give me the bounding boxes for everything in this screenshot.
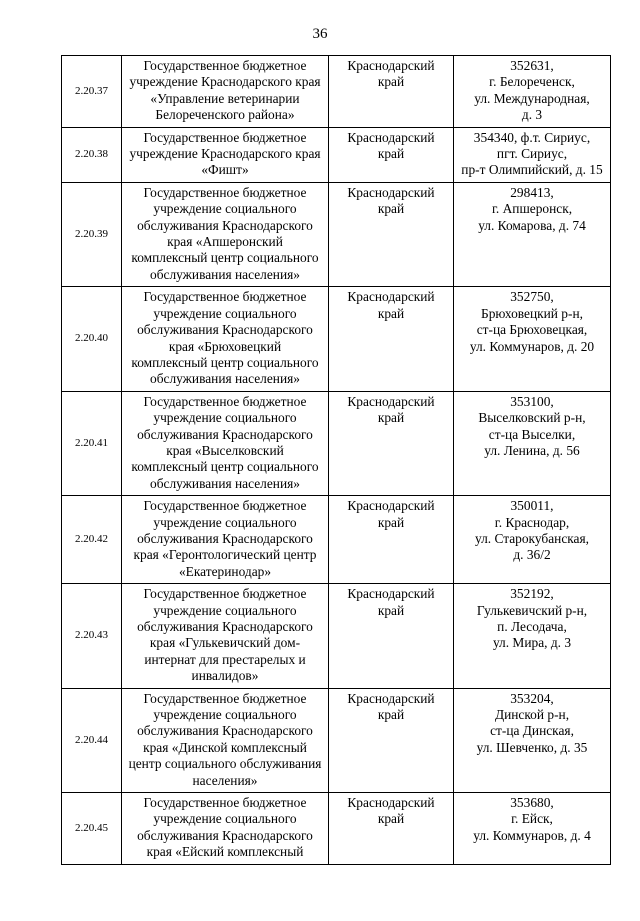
address-line: ст-ца Выселки, bbox=[488, 426, 576, 442]
region-line: Краснодарский bbox=[347, 586, 435, 602]
region bbox=[329, 182, 454, 286]
table-row bbox=[62, 391, 611, 495]
address-line: ул. Коммунаров, д. 20 bbox=[469, 338, 595, 354]
organization-name-line: обслуживания населения» bbox=[150, 371, 300, 387]
address-line: ул. Коммунаров, д. 4 bbox=[473, 827, 591, 843]
address-line: г. Апшеронск, bbox=[491, 201, 573, 217]
organization-name bbox=[122, 56, 329, 128]
table-row bbox=[62, 127, 611, 182]
region-line: край bbox=[377, 201, 405, 217]
organizations-table bbox=[61, 55, 611, 865]
address-line: пр-т Олимпийский, д. 15 bbox=[461, 162, 603, 178]
address-line: д. 3 bbox=[521, 107, 543, 123]
organization-name-line: центр социального обслуживания bbox=[128, 756, 322, 772]
region-line: край bbox=[377, 146, 405, 162]
region bbox=[329, 793, 454, 865]
region-line: край bbox=[377, 305, 405, 321]
address-line: ул. Старокубанская, bbox=[474, 530, 590, 546]
organization-name bbox=[122, 584, 329, 688]
organization-name-line: обслуживания Краснодарского bbox=[137, 827, 313, 843]
address bbox=[454, 287, 611, 391]
organization-name-line: комплексный центр социального bbox=[131, 459, 319, 475]
organization-name-line: Государственное бюджетное bbox=[143, 58, 307, 73]
organization-name-line: Государственное бюджетное bbox=[143, 795, 307, 811]
address-line: ст-ца Динская, bbox=[490, 723, 574, 739]
row-number: 2.20.42 bbox=[62, 496, 122, 584]
organization-name-line: комплексный центр социального bbox=[131, 354, 319, 370]
page-number: 36 bbox=[312, 26, 328, 42]
organization-name bbox=[122, 287, 329, 391]
organization-name-line: Государственное бюджетное bbox=[143, 129, 307, 145]
organization-name-line: Государственное бюджетное bbox=[143, 393, 307, 409]
address bbox=[454, 688, 611, 792]
table-body bbox=[62, 56, 611, 865]
region-line: Краснодарский bbox=[347, 289, 435, 305]
address-line: 352750, bbox=[510, 289, 554, 305]
organization-name-line: «Екатеринодар» bbox=[178, 563, 272, 579]
region bbox=[329, 584, 454, 688]
organization-name-line: обслуживания населения» bbox=[150, 475, 300, 491]
region-line: Краснодарский bbox=[347, 393, 435, 409]
row-number: 2.20.37 bbox=[62, 56, 122, 128]
row-number: 2.20.39 bbox=[62, 182, 122, 286]
address-line: пгт. Сириус, bbox=[496, 146, 568, 162]
organization-name-line: обслуживания Краснодарского bbox=[137, 619, 313, 634]
organization-name-line: учреждение социального bbox=[153, 707, 297, 723]
region bbox=[329, 56, 454, 128]
address bbox=[454, 793, 611, 865]
organization-name-line: учреждение социального bbox=[153, 305, 297, 321]
region-line: край bbox=[377, 707, 405, 723]
region bbox=[329, 391, 454, 495]
organization-name-line: «Фишт» bbox=[201, 162, 249, 178]
organization-name-line: края «Выселковский bbox=[166, 442, 284, 458]
region bbox=[329, 127, 454, 182]
organization-name-line: обслуживания Краснодарского bbox=[137, 217, 313, 233]
address-line: 353204, bbox=[510, 690, 554, 706]
address bbox=[454, 584, 611, 688]
address bbox=[454, 391, 611, 495]
organization-name-line: Государственное бюджетное bbox=[143, 498, 307, 514]
organization-name-line: обслуживания населения» bbox=[150, 266, 300, 282]
region-line: Краснодарский bbox=[347, 498, 435, 514]
address-line: ул. Международная, bbox=[474, 90, 590, 106]
address-line: Выселковский р-н, bbox=[478, 410, 586, 426]
organization-name-line: населения» bbox=[192, 772, 258, 788]
organization-name-line: края «Геронтологический центр bbox=[133, 547, 317, 563]
organization-name-line: Государственное бюджетное bbox=[143, 289, 307, 305]
organization-name-line: обслуживания Краснодарского bbox=[137, 426, 313, 442]
row-number: 2.20.43 bbox=[62, 584, 122, 688]
address-line: д. 36/2 bbox=[513, 547, 551, 563]
region-line: край bbox=[377, 514, 405, 530]
address-line: ст-ца Брюховецкая, bbox=[476, 322, 588, 338]
organization-name-line: Белореченского района» bbox=[155, 107, 295, 123]
organization-name-line: учреждение социального bbox=[153, 514, 297, 530]
address-line: ул. Шевченко, д. 35 bbox=[476, 739, 588, 755]
organization-name-line: Государственное бюджетное bbox=[143, 586, 307, 602]
address-line: Гулькевичский р-н, bbox=[476, 602, 588, 618]
table-row bbox=[62, 182, 611, 286]
address bbox=[454, 496, 611, 584]
organization-name-line: комплексный центр социального bbox=[131, 250, 319, 266]
address-line: ул. Комарова, д. 74 bbox=[478, 217, 586, 233]
organization-name bbox=[122, 688, 329, 792]
organization-name-line: учреждение социального bbox=[153, 201, 297, 217]
address-line: г. Краснодар, bbox=[494, 514, 570, 530]
address-line: г. Ейск, bbox=[511, 811, 553, 827]
region-line: край bbox=[377, 410, 405, 426]
address-line: 353680, bbox=[510, 795, 554, 811]
address-line: г. Белореченск, bbox=[489, 74, 575, 90]
organization-name-line: учреждение Краснодарского края bbox=[129, 74, 321, 90]
organization-name-line: учреждение Краснодарского края bbox=[129, 146, 321, 162]
address-line: 352631, bbox=[510, 58, 554, 73]
region-line: край bbox=[377, 602, 405, 618]
address-line: 350011, bbox=[510, 498, 554, 514]
region-line: Краснодарский bbox=[347, 795, 435, 811]
address-line: 298413, bbox=[510, 184, 554, 200]
table-row bbox=[62, 56, 611, 128]
row-number: 2.20.45 bbox=[62, 793, 122, 865]
organization-name bbox=[122, 391, 329, 495]
organization-name bbox=[122, 496, 329, 584]
organization-name-line: обслуживания Краснодарского bbox=[137, 723, 313, 739]
organization-name-line: интернат для престарелых и bbox=[144, 651, 306, 667]
row-number: 2.20.40 bbox=[62, 287, 122, 391]
region bbox=[329, 688, 454, 792]
organization-name-line: учреждение социального bbox=[153, 602, 297, 618]
organization-name-line: края «Ейский комплексный bbox=[146, 844, 304, 860]
table-row bbox=[62, 793, 611, 865]
organization-name-line: учреждение социального bbox=[153, 410, 297, 426]
region-line: край bbox=[377, 811, 405, 827]
row-number: 2.20.44 bbox=[62, 688, 122, 792]
organization-name-line: инвалидов» bbox=[191, 668, 259, 684]
organization-name-line: края «Апшеронский bbox=[167, 234, 283, 250]
table-row bbox=[62, 287, 611, 391]
row-number: 2.20.41 bbox=[62, 391, 122, 495]
organization-name-line: «Управление ветеринарии bbox=[150, 90, 300, 106]
address-line: Брюховецкий р-н, bbox=[481, 305, 583, 321]
address bbox=[454, 127, 611, 182]
address-line: 352192, bbox=[510, 586, 554, 602]
region bbox=[329, 287, 454, 391]
organization-name-line: края «Гулькевичский дом- bbox=[149, 635, 301, 651]
organization-name-line: Государственное бюджетное bbox=[143, 184, 307, 200]
table-row bbox=[62, 584, 611, 688]
region-line: Краснодарский bbox=[347, 184, 435, 200]
organization-name-line: обслуживания Краснодарского bbox=[137, 322, 313, 338]
organization-name-line: учреждение социального bbox=[153, 811, 297, 827]
address bbox=[454, 182, 611, 286]
region bbox=[329, 496, 454, 584]
row-number: 2.20.38 bbox=[62, 127, 122, 182]
region-line: Краснодарский bbox=[347, 129, 435, 145]
address-line: Динской р-н, bbox=[494, 707, 570, 723]
table-row bbox=[62, 688, 611, 792]
address-line: п. Лесодача, bbox=[497, 619, 567, 634]
organization-name bbox=[122, 793, 329, 865]
address bbox=[454, 56, 611, 128]
address-line: 353100, bbox=[510, 393, 554, 409]
organization-name bbox=[122, 127, 329, 182]
address-line: ул. Мира, д. 3 bbox=[492, 635, 572, 651]
organization-name-line: края «Брюховецкий bbox=[168, 338, 282, 354]
organization-name-line: Государственное бюджетное bbox=[143, 690, 307, 706]
organization-name bbox=[122, 182, 329, 286]
region-line: Краснодарский bbox=[347, 58, 435, 73]
region-line: Краснодарский bbox=[347, 690, 435, 706]
address-line: ул. Ленина, д. 56 bbox=[484, 442, 580, 458]
region-line: край bbox=[377, 74, 405, 90]
table-row bbox=[62, 496, 611, 584]
organization-name-line: обслуживания Краснодарского bbox=[137, 530, 313, 546]
address-line: 354340, ф.т. Сириус, bbox=[473, 129, 591, 145]
organization-name-line: края «Динской комплексный bbox=[143, 739, 307, 755]
